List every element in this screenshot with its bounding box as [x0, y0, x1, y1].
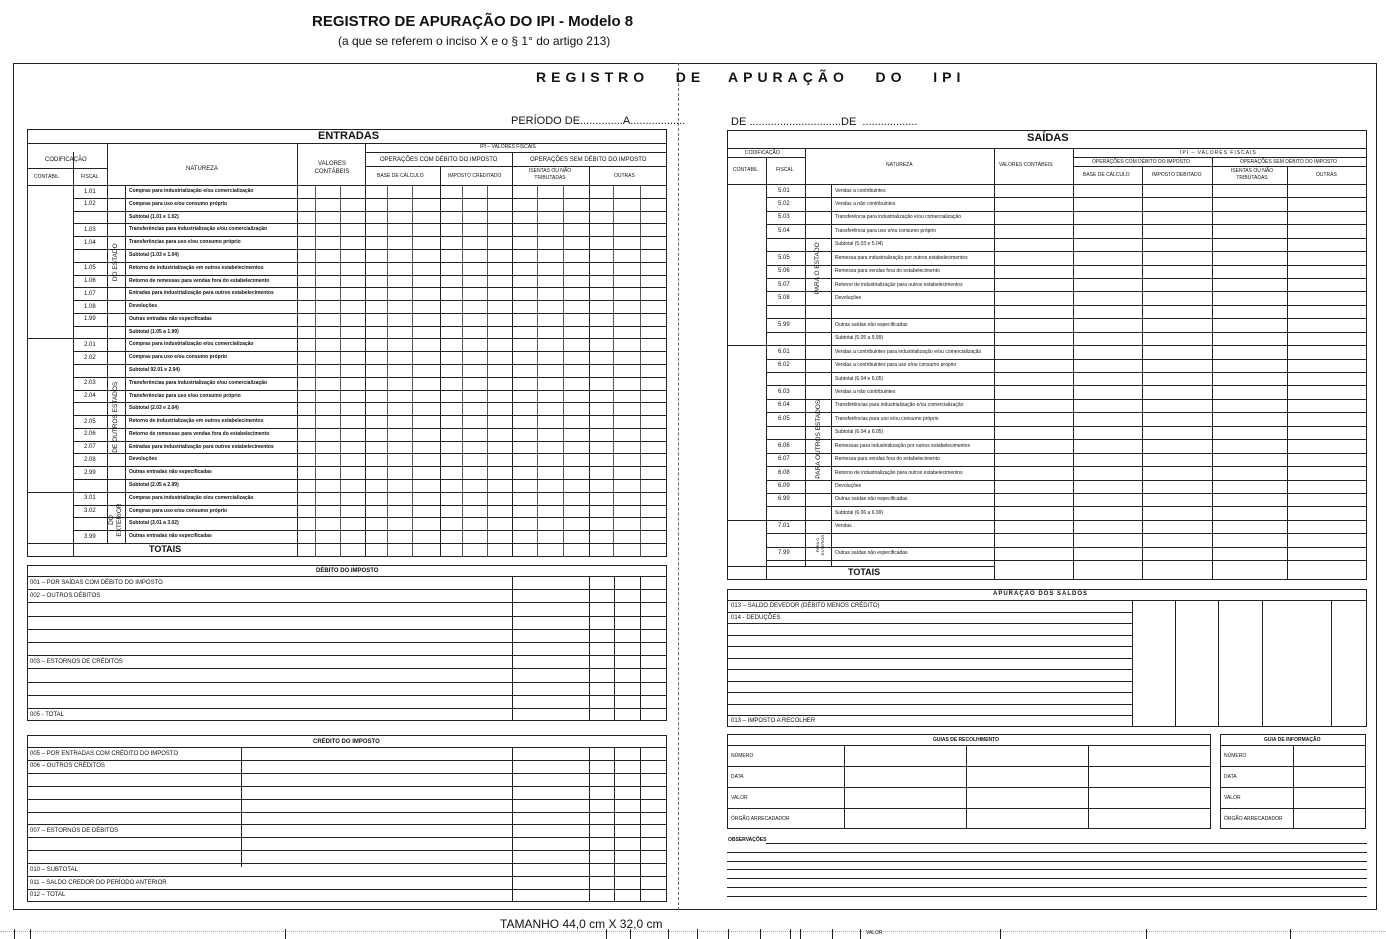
saldos-line — [727, 715, 1132, 716]
saidas-row-line — [766, 265, 1367, 266]
guia-info-field-label: VALOR — [1224, 795, 1241, 801]
entradas-row-line — [73, 287, 667, 288]
entradas-row-code: 1.04 — [84, 239, 96, 246]
saidas-row-code: 5.01 — [778, 187, 790, 194]
debito-line — [27, 642, 667, 643]
entradas-row-code: 2.08 — [84, 456, 96, 463]
footer-tick — [14, 929, 15, 939]
credito-line — [27, 812, 667, 813]
entradas-row-natureza: Compras para uso e/ou consumo próprio — [129, 200, 228, 207]
credito-label: 006 – OUTROS CRÉDITOS — [30, 763, 105, 770]
saidas-row-natureza: Subtotal (6.04 e 6.05) — [835, 375, 884, 382]
right-banner: APURAÇÃO DO IPI — [728, 69, 966, 85]
debito-title: DÉBITO DO IMPOSTO — [316, 568, 379, 574]
entradas-row-natureza: Transferências para uso e/ou consumo próprio — [129, 392, 241, 399]
saidas-row-line — [766, 439, 1367, 440]
guias-line — [727, 808, 1211, 809]
credito-line — [27, 786, 667, 787]
guia-info-field-label: ÓRGÃO ARRECADADOR — [1224, 816, 1283, 822]
entradas-row-line — [73, 402, 667, 403]
entradas-row-natureza: Transferências para uso e/ou consumo próprio — [129, 239, 241, 246]
saidas-row-line — [766, 359, 1367, 360]
entradas-group-outros: DE OUTROS ESTADOS — [111, 381, 119, 453]
entradas-row-natureza: Subtotal (1.05 a 1.99) — [129, 328, 179, 335]
entradas-title: ENTRADAS — [318, 130, 380, 142]
entradas-row-natureza: Compras para uso e/ou consumo próprio — [129, 354, 228, 361]
guia-info-field-label: DATA — [1224, 774, 1237, 780]
debito-label: 001 – POR SAÍDAS COM DÉBITO DO IMPOSTO — [30, 579, 163, 586]
observacoes-line — [727, 878, 1367, 879]
entradas-row-natureza: Compras para industrialização e/ou comercialização — [129, 341, 254, 348]
saidas-row-line — [766, 318, 1367, 319]
saldos-label: 013 – IMPOSTO A RECOLHER — [731, 718, 816, 724]
saidas-row-natureza: Transferências para uso e/ou consumo próprio — [835, 415, 939, 422]
credito-label: 012 – TOTAL — [30, 892, 66, 899]
entradas-row-code: 2.02 — [84, 354, 96, 361]
footer-tick — [606, 929, 607, 939]
saidas-row-code: 5.02 — [778, 200, 790, 207]
entradas-row-natureza: Outras entradas não especificadas — [129, 315, 212, 322]
entradas-group-estado: DO ESTADO — [111, 243, 119, 282]
saidas-row-natureza: Remessa para vendas fora do estabelecimento — [835, 268, 940, 275]
entradas-row-line — [73, 377, 667, 378]
saidas-row-code: 7.01 — [778, 523, 790, 530]
credito-line — [27, 850, 667, 851]
entradas-row-code: 3.01 — [84, 495, 96, 502]
entradas-table — [27, 129, 667, 557]
saidas-row-line — [766, 412, 1367, 413]
saldos-line — [727, 646, 1132, 647]
debito-label: 005 - TOTAL — [30, 711, 65, 718]
saidas-valores-contabeis: VALORES CONTÁBEIS — [999, 162, 1053, 168]
observacoes-line — [766, 843, 1367, 844]
saldos-line — [727, 692, 1132, 693]
saidas-row-line — [766, 197, 1367, 198]
saidas-row-code: 6.99 — [778, 496, 790, 503]
saidas-row-code: 6.06 — [778, 442, 790, 449]
saidas-row-code: 5.05 — [778, 254, 790, 261]
footer-tick — [697, 929, 698, 939]
entradas-row-line — [73, 453, 667, 454]
document-title: REGISTRO DE APURAÇÃO DO IPI - Modelo 8 — [312, 13, 634, 30]
footer-tick — [1290, 929, 1291, 939]
guia-info-line — [1220, 766, 1366, 767]
footer-rule — [0, 931, 1386, 932]
saidas-op-sem-debito: OPERAÇÕES SEM DÉBITO DO IMPOSTO — [1240, 159, 1338, 165]
saidas-row-natureza: Vendas a não contribuintes — [835, 388, 896, 395]
saidas-totais: TOTAIS — [848, 567, 881, 577]
debito-line — [27, 695, 667, 696]
saidas-row-natureza: Vendas a contribuintes para uso e/ou consumo próprio — [835, 362, 957, 369]
saidas-group-outros: PARA OUTROS ESTADOS — [814, 399, 822, 479]
saidas-row-natureza: Outras saídas não especificadas — [835, 321, 908, 328]
footer-tick — [1000, 929, 1001, 939]
saidas-row-line — [766, 560, 1367, 561]
saidas-row-line — [766, 533, 1367, 534]
saidas-row-line — [766, 506, 1367, 507]
saidas-row-code: 5.03 — [778, 214, 790, 221]
entradas-row-code: 2.05 — [84, 418, 96, 425]
entradas-imposto-creditado: IMPOSTO CREDITADO — [448, 173, 502, 179]
observacoes-line — [727, 852, 1367, 853]
entradas-row-code: 2.03 — [84, 380, 96, 387]
saldos-line — [727, 669, 1132, 670]
entradas-totais: TOTAIS — [149, 544, 182, 554]
saidas-row-code: 6.02 — [778, 362, 790, 369]
saidas-imposto-debitado: IMPOSTO DEBITADO — [1152, 172, 1202, 178]
entradas-row-line — [73, 466, 667, 467]
observacoes-label: OBSERVAÇÕES — [728, 837, 767, 843]
entradas-row-natureza: Subtotal (1.03 e 1.04) — [129, 251, 179, 258]
saidas-row-code: 5.08 — [778, 294, 790, 301]
left-banner: REGISTRO DE — [536, 69, 706, 85]
credito-line — [27, 760, 667, 761]
footer-tick — [832, 929, 833, 939]
saidas-row-line — [766, 547, 1367, 548]
entradas-row-natureza: Retorno de industrialização em outros estabelecimentos — [129, 264, 264, 271]
saidas-row-code: 6.08 — [778, 469, 790, 476]
guias-title: GUIAS DE RECOLHIMENTO — [933, 737, 1000, 743]
saidas-row-natureza: Retorno de industrialização para outros estabelecimentos — [835, 469, 963, 476]
debito-line — [27, 616, 667, 617]
saidas-row-code: 6.07 — [778, 456, 790, 463]
entradas-row-code: 1.02 — [84, 201, 96, 208]
saidas-row-line — [766, 385, 1367, 386]
debito-label: 003 – ESTORNOS DE CRÉDITOS — [30, 658, 123, 665]
credito-label: 010 – SUBTOTAL — [30, 866, 78, 873]
entradas-row-natureza: Retorno de remessas para vendas fora do estabelecimento — [129, 277, 270, 284]
entradas-outras: OUTRAS — [614, 173, 635, 179]
entradas-row-natureza: Entradas para industrialização para outros estabelecimentos — [129, 443, 274, 450]
entradas-group-separator — [27, 338, 125, 339]
entradas-row-line — [73, 364, 667, 365]
saidas-fiscal: FISCAL — [776, 167, 794, 173]
entradas-row-natureza: Retorno de industrialização em outros estabelecimentos — [129, 418, 264, 424]
saidas-row-code: 5.06 — [778, 268, 790, 275]
saidas-natureza: NATUREZA — [886, 162, 913, 168]
saidas-group-separator — [727, 520, 831, 521]
entradas-row-natureza: Compras para uso e/ou consumo próprio — [129, 507, 228, 514]
credito-title: CRÉDITO DO IMPOSTO — [313, 739, 380, 745]
saidas-group-exterior: PARA O EXTERIOR — [815, 534, 825, 556]
footer-tick — [630, 929, 631, 939]
saidas-row-line — [766, 493, 1367, 494]
footer-tick — [760, 929, 761, 939]
saidas-row-natureza: Remessa para vendas fora do estabelecimento — [835, 456, 940, 463]
debito-line — [27, 589, 667, 590]
debito-line — [27, 682, 667, 683]
footer-tick — [30, 929, 31, 939]
saidas-isentas: ISENTAS OU NÃO TRIBUTADAS — [1230, 168, 1274, 181]
saidas-row-code: 7.99 — [778, 550, 790, 557]
saidas-row-line — [766, 453, 1367, 454]
entradas-row-line — [73, 262, 667, 263]
entradas-natureza: NATUREZA — [186, 166, 218, 172]
debito-line — [27, 655, 667, 656]
saidas-row-natureza: Transferência para industrialização e/ou comercialização — [835, 214, 961, 221]
saldos-line — [727, 623, 1132, 624]
saidas-title: SAÍDAS — [1027, 132, 1069, 144]
saidas-row-natureza: Remessas para industrialização por outros estabelecimentos — [835, 442, 971, 449]
saidas-row-line — [766, 238, 1367, 239]
entradas-row-line — [73, 313, 667, 314]
saidas-row-line — [766, 278, 1367, 279]
entradas-isentas: ISENTAS OU NÃO TRIBUTADAS — [528, 168, 572, 181]
entradas-row-code: 3.99 — [84, 533, 96, 540]
saidas-codificacao: CODIFICAÇÃO — [745, 150, 780, 156]
saidas-row-code: 6.04 — [778, 402, 790, 409]
saidas-row-natureza: Vendas a contribuintes para industrialização e/ou comercialização — [835, 348, 982, 355]
center-fold — [678, 63, 679, 910]
entradas-row-line — [73, 249, 667, 250]
credito-line — [27, 876, 667, 877]
entradas-ipi-header: IPI – VALORES FISCAIS — [480, 144, 536, 150]
guia-info-line — [1220, 787, 1366, 788]
entradas-row-natureza: Compras para industrialização e/ou comercialização — [129, 494, 254, 501]
saidas-group-estado: PARA O ESTADO — [813, 242, 821, 295]
entradas-row-natureza: Devoluções — [129, 303, 158, 309]
saidas-row-code: 6.09 — [778, 483, 790, 489]
guia-info-title: GUIA DE INFORMAÇÃO — [1264, 737, 1321, 743]
guia-info-field-label: NÚMERO — [1224, 753, 1247, 759]
footer-tick — [285, 929, 286, 939]
saidas-row-code: 6.05 — [778, 415, 790, 422]
saidas-row-natureza: Subtotal (5.03 e 5.04) — [835, 241, 884, 248]
saidas-row-line — [766, 399, 1367, 400]
saidas-row-natureza: Vendas a não contribuintes — [835, 200, 896, 207]
entradas-row-line — [73, 492, 667, 493]
saidas-row-natureza: Transferência para uso e/ou consumo próprio — [835, 227, 936, 234]
saidas-row-natureza: Vendas — [835, 523, 852, 530]
entradas-row-natureza: Subtotal 92.01 e 2.04) — [129, 366, 180, 373]
entradas-row-code: 2.01 — [84, 341, 96, 348]
entradas-row-line — [73, 338, 667, 339]
observacoes-line — [727, 887, 1367, 888]
entradas-row-line — [73, 517, 667, 518]
saidas-row-natureza: Remessa para industrialização por outros estabelecimentos — [835, 254, 968, 261]
entradas-row-code: 1.03 — [84, 226, 96, 233]
saidas-row-natureza: Subtotal (5.05 a 5.99) — [835, 335, 884, 342]
saidas-row-natureza: Subtotal (6.06 a 6.99) — [835, 509, 884, 516]
saidas-group-separator — [727, 345, 831, 346]
credito-label: 005 – POR ENTRADAS COM CRÉDITO DO IMPOSTO — [30, 750, 179, 757]
entradas-row-line — [73, 326, 667, 327]
debito-line — [27, 708, 667, 709]
saldos-line — [727, 681, 1132, 682]
entradas-row-natureza: Outras entradas não especificadas — [129, 533, 212, 540]
entradas-row-code: 1.08 — [84, 303, 96, 310]
entradas-row-natureza: Subtotal (3.01 a 3.02) — [129, 520, 179, 527]
observacoes-line — [727, 861, 1367, 862]
saidas-row-line — [766, 211, 1367, 212]
entradas-group-exterior: DO EXTERIOR — [108, 503, 123, 537]
saidas-row-natureza: Retorno de industrialização para outros estabelecimentos — [835, 281, 963, 288]
credito-line — [27, 824, 667, 825]
entradas-row-line — [73, 530, 667, 531]
credito-line — [27, 889, 667, 890]
entradas-codificacao: CODIFICAÇÃO — [45, 157, 87, 163]
entradas-row-natureza: Subtotal (1.01 e 1.02) — [129, 213, 179, 220]
saidas-base-calculo: BASE DE CÁLCULO — [1083, 172, 1130, 178]
saidas-row-line — [766, 224, 1367, 225]
entradas-row-line — [73, 415, 667, 416]
guias-box — [727, 734, 1211, 829]
entradas-valores-contabeis: VALORES CONTÁBEIS — [314, 161, 350, 175]
entradas-row-natureza: Compras para industrialização e/ou comercialização — [129, 188, 254, 194]
saidas-row-natureza: Vendas a contribuintes — [835, 187, 886, 194]
entradas-row-line — [73, 198, 667, 199]
saldos-line — [727, 704, 1132, 705]
saidas-row-natureza: Outras saídas não especificadas — [835, 550, 908, 557]
entradas-row-line — [73, 211, 667, 212]
credito-line — [27, 773, 667, 774]
saldos-title: APURAÇÃO DOS SALDOS — [993, 591, 1089, 597]
saidas-row-line — [766, 332, 1367, 333]
saldos-label: 014 - DEDUÇÕES — [731, 614, 781, 621]
entradas-row-code: 1.05 — [84, 265, 96, 272]
entradas-contabil: CONTÁBIL — [34, 174, 60, 180]
entradas-row-code: 1.07 — [84, 290, 96, 297]
saidas-row-code: 6.01 — [778, 348, 790, 355]
saidas-contabil: CONTÁBIL — [733, 167, 759, 173]
guias-field-label: DATA — [731, 774, 744, 780]
entradas-row-code: 3.02 — [84, 508, 96, 514]
saidas-row-line — [766, 520, 1367, 521]
entradas-row-line — [73, 236, 667, 237]
footer-tick — [728, 929, 729, 939]
entradas-row-natureza: Outras entradas não especificadas — [129, 469, 212, 476]
saidas-row-line — [766, 466, 1367, 467]
saidas-row-natureza: Devoluções — [835, 483, 862, 489]
observacoes-line — [727, 896, 1367, 897]
entradas-row-line — [73, 300, 667, 301]
entradas-group-separator — [27, 492, 125, 493]
footer-tick — [1146, 929, 1147, 939]
saidas-row-line — [766, 305, 1367, 306]
entradas-op-sem-debito: OPERAÇÕES SEM DÉBITO DO IMPOSTO — [530, 157, 647, 163]
right-periodo: DE ..............................DE .................. — [731, 116, 918, 128]
entradas-row-natureza: Devoluções — [129, 456, 158, 463]
guias-field-label: VALOR — [731, 795, 748, 801]
credito-line — [27, 863, 667, 864]
document-subtitle: (a que se referem o inciso X e o § 1° do artigo 213) — [338, 34, 611, 48]
saldos-line — [727, 658, 1132, 659]
saidas-row-code: 5.99 — [778, 321, 790, 328]
entradas-row-code: 1.01 — [84, 188, 96, 195]
saldos-label: 013 – SALDO DEVEDOR (DÉBITO MENOS CRÉDITO) — [731, 603, 880, 609]
saldos-line — [727, 635, 1132, 636]
entradas-row-line — [73, 479, 667, 480]
debito-line — [27, 668, 667, 669]
saidas-row-line — [766, 251, 1367, 252]
entradas-row-line — [73, 275, 667, 276]
entradas-row-natureza: Transferências para industrialização e/ou comercialização — [129, 379, 268, 386]
footer-tamanho: TAMANHO 44,0 cm X 32,0 cm — [500, 917, 663, 931]
entradas-row-line — [73, 428, 667, 429]
saidas-row-code: 5.04 — [778, 227, 790, 234]
guias-line — [727, 766, 1211, 767]
entradas-row-line — [73, 505, 667, 506]
entradas-row-code: 2.07 — [84, 444, 96, 451]
saidas-row-natureza: Devoluções — [835, 294, 862, 301]
saidas-row-line — [766, 480, 1367, 481]
saidas-row-line — [766, 426, 1367, 427]
saidas-row-code: 5.07 — [778, 281, 790, 288]
observacoes-line — [727, 869, 1367, 870]
saldos-line — [727, 612, 1132, 613]
saidas-row-code: 6.03 — [778, 388, 790, 395]
footer-valor: VALOR — [866, 930, 883, 936]
saidas-row-natureza: Transferências para industrialização e/ou comercialização — [835, 402, 964, 409]
entradas-row-code: 1.99 — [84, 316, 96, 323]
entradas-row-natureza: Subtotal (2.05 a 2.99) — [129, 481, 179, 488]
saidas-row-line — [766, 372, 1367, 373]
guia-info-line — [1220, 808, 1366, 809]
entradas-row-code: 2.06 — [84, 431, 96, 438]
entradas-row-line — [73, 351, 667, 352]
saidas-row-line — [766, 291, 1367, 292]
entradas-base-calculo: BASE DE CÁLCULO — [377, 173, 424, 179]
saidas-row-natureza: Subtotal (6.04 a 6.05) — [835, 429, 884, 436]
credito-line — [27, 837, 667, 838]
footer-tick — [800, 929, 801, 939]
entradas-row-code: 1.06 — [84, 278, 96, 284]
entradas-row-natureza: Retorno de remessas para vendas fora do estabelecimento — [129, 430, 270, 437]
saidas-ipi-header: IPI – VALORES FISCAIS — [1180, 150, 1257, 156]
guias-field-label: NÚMERO — [731, 753, 754, 759]
entradas-row-natureza: Transferências para industrialização e/ou comercialização — [129, 226, 268, 233]
saidas-op-com-debito: OPERAÇÕES COM DÉBITO DO IMPOSTO — [1092, 159, 1190, 165]
entradas-row-line — [73, 390, 667, 391]
debito-line — [27, 629, 667, 630]
guias-field-label: ÓRGÃO ARRECADADOR — [731, 816, 790, 822]
left-periodo: PERÍODO DE..............A.................. — [511, 115, 686, 127]
footer-tick — [860, 929, 861, 939]
entradas-row-code: 2.99 — [84, 469, 96, 476]
entradas-row-natureza: Entradas para industrialização para outros estabelecimentos — [129, 290, 274, 297]
entradas-fiscal: FISCAL — [81, 174, 99, 180]
credito-label: 007 – ESTORNOS DE DÉBITOS — [30, 827, 119, 834]
entradas-row-line — [73, 441, 667, 442]
saidas-row-line — [766, 345, 1367, 346]
debito-line — [27, 602, 667, 603]
guias-line — [727, 787, 1211, 788]
credito-line — [27, 799, 667, 800]
entradas-row-line — [73, 223, 667, 224]
saidas-row-natureza: Outras saídas não especificadas — [835, 496, 908, 503]
entradas-row-code: 2.04 — [84, 393, 96, 399]
debito-label: 002 – OUTROS DÉBITOS — [30, 592, 101, 599]
footer-tick — [790, 929, 791, 939]
footer-tick — [668, 929, 669, 939]
entradas-row-natureza: Subtotal (2.03 e 2.04) — [129, 405, 179, 412]
entradas-op-com-debito: OPERAÇÕES COM DÉBITO DO IMPOSTO — [380, 157, 498, 163]
saidas-outras: OUTRAS — [1316, 172, 1337, 178]
credito-label: 011 – SALDO CREDOR DO PERÍODO ANTERIOR — [30, 879, 167, 886]
